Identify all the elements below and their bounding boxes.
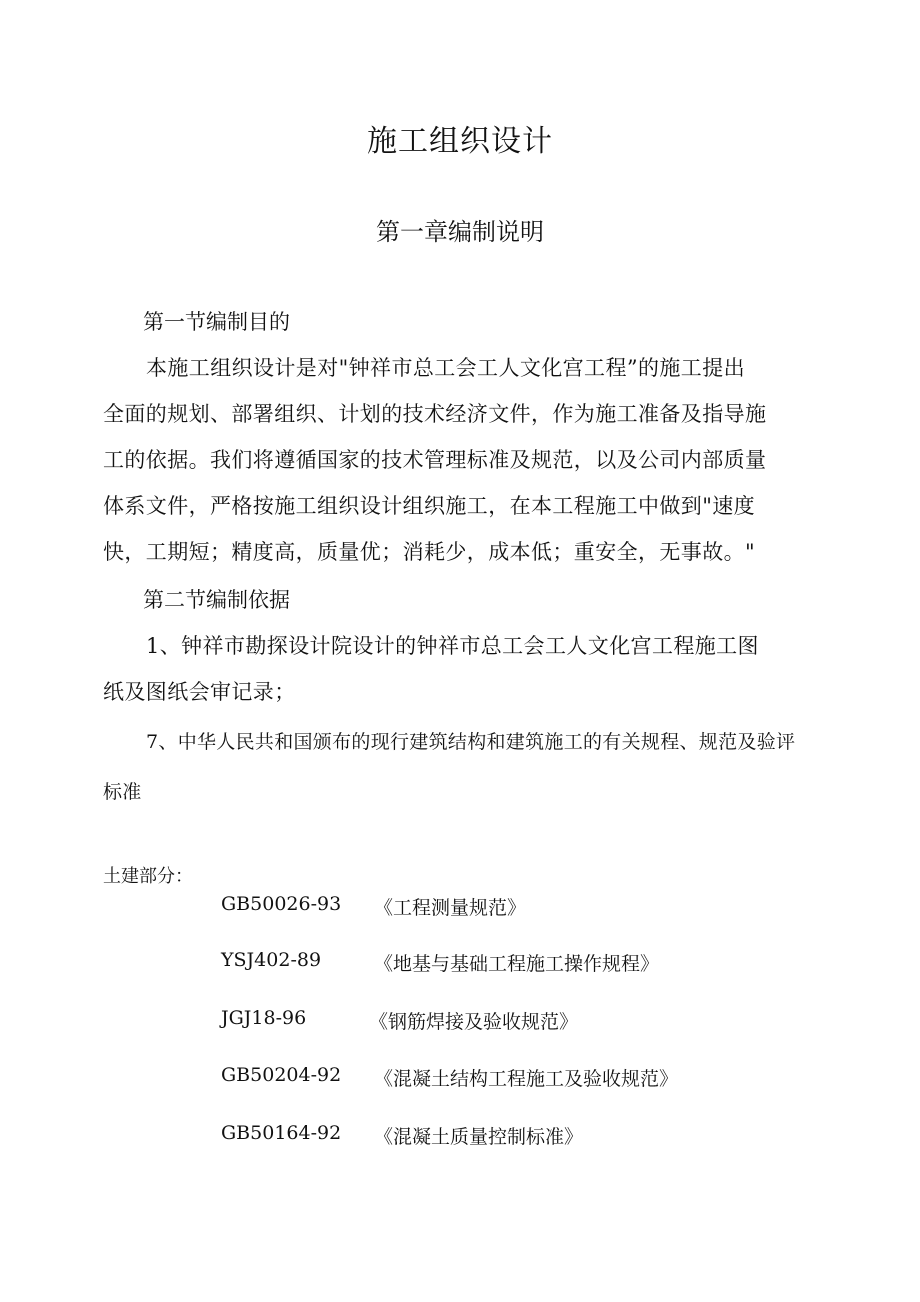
- document-title: 施工组织设计: [367, 124, 553, 159]
- basis-item-7-line: 7、中华人民共和国颁布的现行建筑结构和建筑施工的有关规程、规范及验评: [146, 731, 796, 753]
- standard-code: GB50026-93: [221, 893, 342, 915]
- paragraph-line: 本施工组织设计是对"钟祥市总工会工人文化宫工程”的施工提出: [146, 356, 745, 380]
- standard-code: JGJ18-96: [221, 1007, 307, 1029]
- standard-name: 《混凝土结构工程施工及验收规范》: [374, 1068, 679, 1090]
- paragraph-line: 全面的规划、部署组织、计划的技术经济文件，作为施工准备及指导施: [103, 402, 767, 426]
- basis-item-7-line: 标准: [103, 781, 142, 803]
- section-heading-basis: 第二节编制依据: [143, 588, 290, 612]
- paragraph-line: 快，工期短；精度高，质量优；消耗少，成本低；重安全，无事故。": [103, 540, 756, 564]
- chapter-heading: 第一章编制说明: [376, 218, 544, 246]
- standard-code: GB50164-92: [221, 1122, 342, 1144]
- standard-code: GB50204-92: [221, 1064, 342, 1086]
- basis-item-1-line: 纸及图纸会审记录；: [103, 680, 296, 704]
- section-heading-purpose: 第一节编制目的: [143, 310, 290, 334]
- paragraph-line: 体系文件，严格按施工组织设计组织施工，在本工程施工中做到"速度: [103, 494, 756, 518]
- standard-name: 《钢筋焊接及验收规范》: [369, 1011, 579, 1033]
- basis-item-1-line: 1、钟祥市勘探设计院设计的钟祥市总工会工人文化宫工程施工图: [146, 634, 759, 658]
- paragraph-line: 工的依据。我们将遵循国家的技术管理标准及规范，以及公司内部质量: [103, 448, 767, 472]
- standard-name: 《工程测量规范》: [374, 897, 527, 919]
- standard-name: 《混凝土质量控制标准》: [374, 1126, 584, 1148]
- standard-name: 《地基与基础工程施工操作规程》: [374, 953, 660, 975]
- civil-section-label: 土建部分：: [103, 866, 193, 887]
- standard-code: YSJ402-89: [221, 949, 322, 971]
